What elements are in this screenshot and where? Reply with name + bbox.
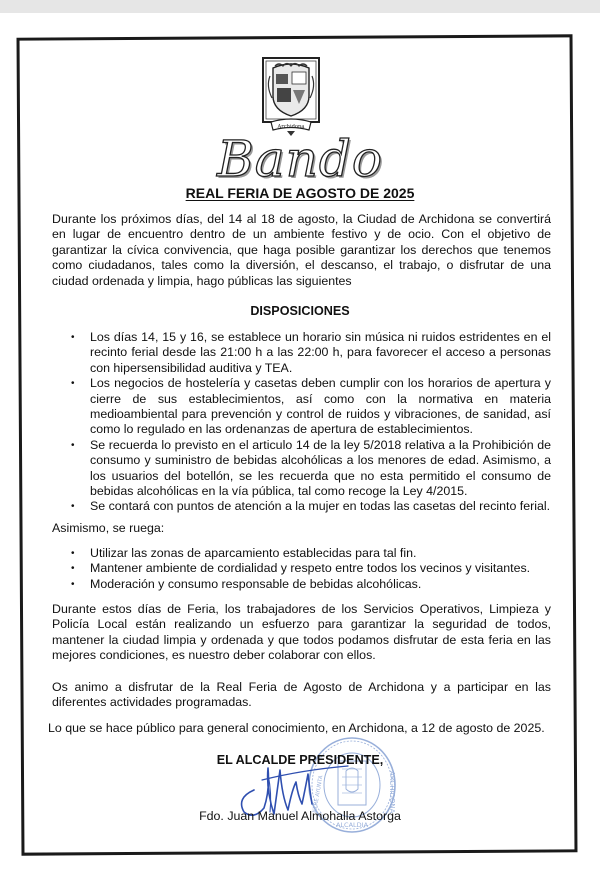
disposition-text: Los negocios de hostelería y casetas deben cumplir con los horarios de apertura y cierre de sus establecimientos, así como con la normativa en materia medioambiental para prevención y control de ruidos y vibraciones, de sanidad, así como lo regulado en las ordenanzas de apertura de establecimientos.	[90, 376, 551, 437]
document-heading: Bando	[217, 130, 383, 188]
disposition-item	[52, 330, 551, 376]
request-item	[52, 546, 551, 561]
dispositions-title: DISPOSICIONES	[250, 304, 350, 318]
seal-text-right: ARCHIDONA	[388, 771, 396, 814]
crest-label: Archidona	[277, 124, 305, 130]
seal-text-bottom: ALCALDIA	[335, 821, 369, 829]
bullet-icon: •	[71, 563, 75, 575]
closing-paragraph: Lo que se hace público para general conocimiento, en Archidona, a 12 de agosto de 2025.	[48, 721, 545, 735]
invitation-paragraph: Os animo a disfrutar de la Real Feria de Agosto de Archidona y a participar en las diferentes actividades programadas.	[52, 680, 551, 710]
disposition-text: Los días 14, 15 y 16, se establece un horario sin música ni ruidos estridentes en el recinto ferial desde las 21:00 h a las 22:00 h, para favorecer el acceso a personas con hipersensibilidad auditiva y TEA.	[90, 330, 551, 375]
request-item	[52, 561, 551, 576]
signatory-title: EL ALCALDE PRESIDENTE,	[216, 753, 384, 767]
dispositions-list	[52, 330, 551, 515]
bullet-icon: •	[71, 439, 75, 451]
request-intro: Asimismo, se ruega:	[52, 521, 165, 535]
top-bar	[0, 0, 600, 13]
request-item	[52, 577, 551, 592]
bullet-icon: •	[71, 332, 75, 343]
seal-text-left: ILTRE AYUNTA	[312, 775, 325, 814]
bullet-icon: •	[71, 548, 75, 559]
disposition-text: Se contará con puntos de atención a la mujer en todas las casetas del recinto ferial.	[90, 499, 551, 514]
bullet-icon: •	[71, 578, 75, 590]
bullet-icon: •	[71, 501, 75, 513]
coat-of-arms-icon	[261, 56, 321, 136]
disposition-item	[52, 376, 551, 438]
request-text: Mantener ambiente de cordialidad y respeto entre todos los vecinos y visitantes.	[90, 561, 531, 576]
bullet-icon: •	[71, 378, 75, 390]
request-text: Utilizar las zonas de aparcamiento establecidas para tal fin.	[90, 546, 417, 560]
disposition-item	[52, 438, 551, 500]
intro-paragraph: Durante los próximos días, del 14 al 18 de agosto, la Ciudad de Archidona se convertirá en lugar de encuentro dentro de un ambiente festivo y de ocio. Con el objetivo de garantizar la cívica convivencia, que haga posible garantizar los derechos que tenemos como ciudadanos, tales como la diversión, el descanso, el trabajo, o disfrutar de una ciudad ordenada y limpia, hago públicas las siguientes	[52, 212, 551, 288]
requests-list	[52, 546, 551, 592]
signatory-name: Fdo. Juan Manuel Almohalla Astorga	[199, 809, 401, 823]
document-subtitle: REAL FERIA DE AGOSTO DE 2025	[185, 185, 415, 201]
disposition-item	[52, 499, 551, 514]
request-text: Moderación y consumo responsable de bebidas alcohólicas.	[90, 576, 422, 591]
disposition-text: Se recuerda lo previsto en el articulo 14 de la ley 5/2018 relativa a la Prohibición de consumo y suministro de bebidas alcohólicas a los menores de edad. Asimismo, a los usuarios del botellón, se les recuerda que no esta permitido el consumo de bebidas alcohólicas en la vía pública, tal como recoge la Ley 4/2015.	[90, 437, 551, 499]
workers-paragraph: Durante estos días de Feria, los trabajadores de los Servicios Operativos, Limpieza y Policía Local están realizando un esfuerzo para garantizar la seguridad de todos, mantener la ciudad limpia y ordenada y que todos podamos disfrutar de esta feria en las mejores condiciones, es nuestro deber colaborar con ellos.	[52, 602, 551, 663]
